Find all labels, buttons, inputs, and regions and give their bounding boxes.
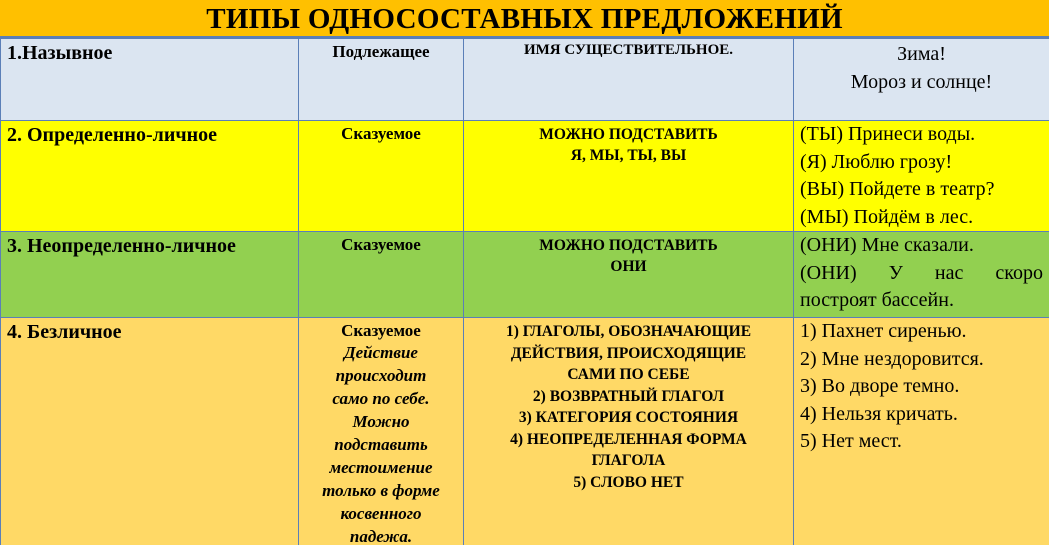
- type-cell: [1, 232, 299, 318]
- example-line: (ТЫ) Принеси воды.: [800, 123, 976, 145]
- example-line: 5) Нет мест.: [800, 430, 902, 452]
- examples-cell: [794, 39, 1049, 121]
- example-line: (ОНИ) У нас скоро: [800, 261, 1043, 284]
- description-line: ОНИ: [610, 258, 647, 275]
- description-line: 4) НЕОПРЕДЕЛЕННАЯ ФОРМА: [510, 430, 747, 448]
- sentence-types-table: [0, 38, 1049, 545]
- example-line: (Я) Люблю грозу!: [800, 150, 953, 173]
- note-line: подставить: [334, 435, 428, 454]
- note-line: падежа.: [349, 527, 413, 545]
- example-line: Мороз и солнце!: [850, 71, 993, 93]
- example-line: Зима!: [897, 43, 946, 65]
- examples-cell: [794, 121, 1049, 232]
- description-line: 3) КАТЕГОРИЯ СОСТОЯНИЯ: [518, 409, 739, 426]
- description-cell: [464, 121, 794, 232]
- page-title: ТИПЫ ОДНОСОСТАВНЫХ ПРЕДЛОЖЕНИЙ: [0, 0, 1049, 38]
- type-label: 2. Определенно-личное: [7, 124, 218, 146]
- description-cell: [464, 232, 794, 318]
- note-line: только в форме: [322, 481, 440, 500]
- type-label: 4. Безличное: [7, 321, 122, 343]
- example-line: (МЫ) Пойдём в лес.: [800, 205, 974, 228]
- examples-cell: [794, 318, 1049, 545]
- main-member-cell: [299, 232, 464, 318]
- description-line: ДЕЙСТВИЯ, ПРОИСХОДЯЩИЕ: [510, 344, 747, 362]
- main-member-label: Сказуемое: [341, 124, 421, 143]
- description-line: САМИ ПО СЕБЕ: [567, 366, 690, 383]
- description-line: ИМЯ СУЩЕСТВИТЕЛЬНОЕ.: [523, 42, 734, 58]
- description-line: МОЖНО ПОДСТАВИТЬ: [539, 237, 718, 254]
- examples-cell: [794, 232, 1049, 318]
- description-cell: [464, 39, 794, 121]
- note-line: косвенного: [340, 504, 422, 523]
- description-line: 2) ВОЗВРАТНЫЙ ГЛАГОЛ: [532, 387, 725, 405]
- note-line: происходит: [335, 366, 427, 385]
- main-member-cell: [299, 39, 464, 121]
- description-line: ГЛАГОЛА: [591, 452, 666, 469]
- table-row: [1, 318, 1049, 545]
- table-row: [1, 39, 1049, 121]
- description-line: 5) СЛОВО НЕТ: [573, 473, 684, 491]
- table-row: [1, 121, 1049, 232]
- example-line: 2) Мне нездоровится.: [800, 347, 984, 370]
- type-cell: [1, 121, 299, 232]
- description-cell: [464, 318, 794, 545]
- note-line: Можно: [352, 412, 410, 431]
- note-line: само по себе.: [332, 389, 430, 408]
- example-line: 3) Во дворе темно.: [800, 375, 960, 397]
- note-line: Действие: [344, 343, 418, 362]
- example-line: (ОНИ) Мне сказали.: [800, 234, 974, 256]
- example-line: построят бассейн.: [800, 289, 954, 311]
- main-member-cell: [299, 318, 464, 545]
- type-label: 3. Неопределенно-личное: [7, 235, 236, 257]
- example-line: 1) Пахнет сиренью.: [800, 320, 967, 342]
- description-line: 1) ГЛАГОЛЫ, ОБОЗНАЧАЮЩИЕ: [505, 323, 752, 340]
- type-cell: [1, 39, 299, 121]
- table-row: [1, 232, 1049, 318]
- type-cell: [1, 318, 299, 545]
- type-label: 1.Назывное: [7, 42, 113, 64]
- description-line: Я, МЫ, ТЫ, ВЫ: [570, 147, 687, 164]
- main-member-note: [299, 341, 463, 545]
- main-member-label: Подлежащее: [332, 42, 430, 61]
- main-member-label: Сказуемое: [341, 321, 421, 340]
- main-member-cell: [299, 121, 464, 232]
- example-line: 4) Нельзя кричать.: [800, 402, 958, 425]
- example-line: (ВЫ) Пойдете в театр?: [800, 178, 995, 200]
- description-line: МОЖНО ПОДСТАВИТЬ: [539, 126, 718, 143]
- main-member-label: Сказуемое: [341, 235, 421, 254]
- note-line: местоимение: [329, 458, 433, 477]
